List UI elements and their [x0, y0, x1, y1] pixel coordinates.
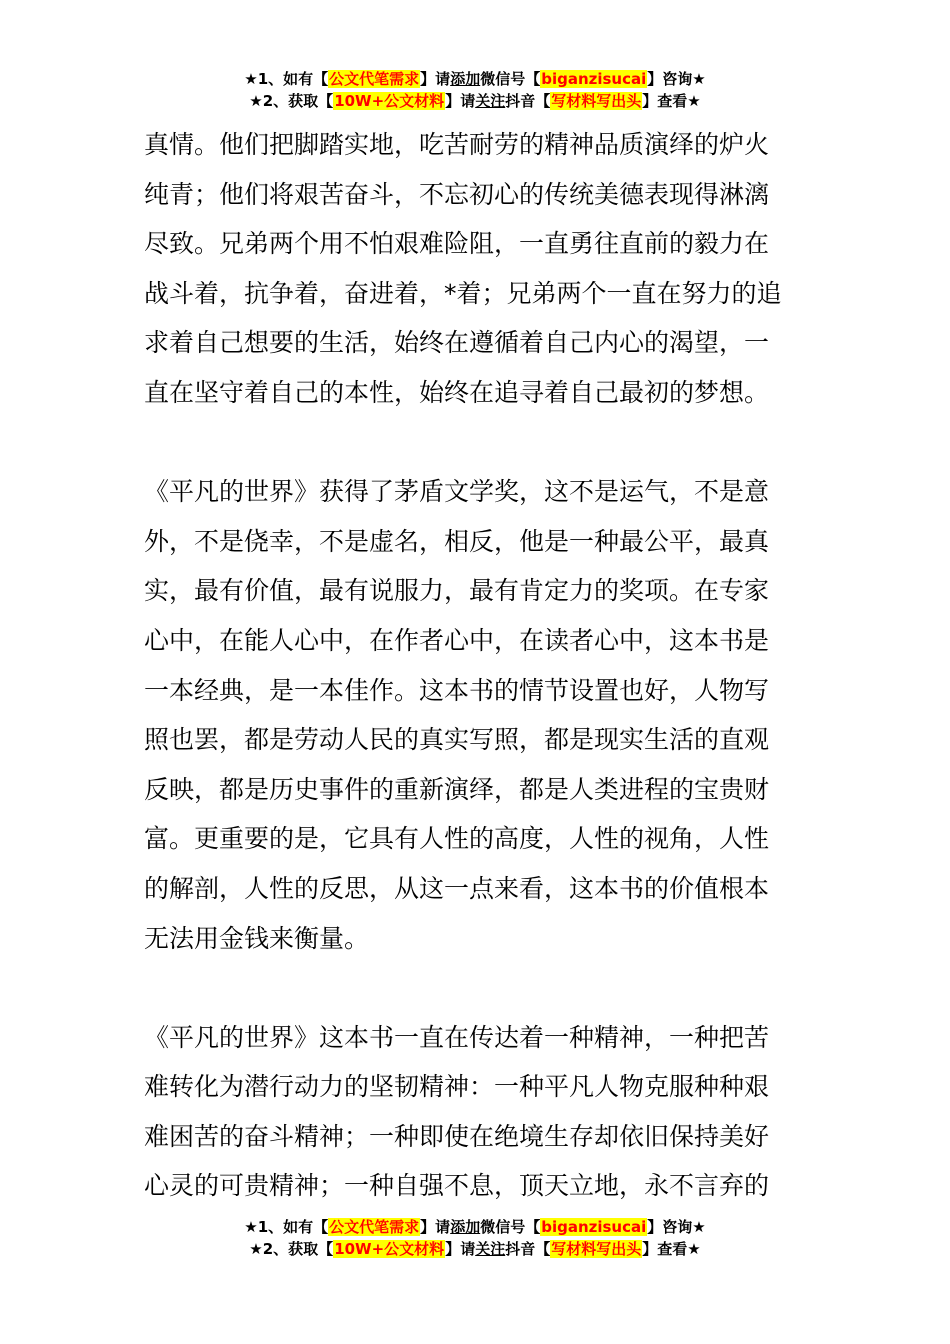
- highlight-materials: 10W+公文材料: [334, 1240, 445, 1258]
- paragraph-line: 《平凡的世界》这本书一直在传达着一种精神，一种把苦: [144, 1022, 770, 1052]
- banner-line-1: ★1、如有【公文代笔需求】请添加微信号【biganzisucai】咨询★: [244, 70, 706, 88]
- highlight-service: 公文代笔需求: [329, 1218, 420, 1236]
- highlight-materials: 10W+公文材料: [334, 92, 445, 110]
- paragraph-line: 富。更重要的是，它具有人性的高度，人性的视角，人性: [144, 824, 770, 854]
- paragraph-3: [144, 1013, 808, 1211]
- paragraph-spacer: [144, 963, 808, 1013]
- footer-banner: [0, 1216, 950, 1260]
- paragraph-line: 实，最有价值，最有说服力，最有肯定力的奖项。在专家: [144, 576, 770, 606]
- paragraph-2: [144, 467, 808, 963]
- banner-line-1: ★1、如有【公文代笔需求】请添加微信号【biganzisucai】咨询★: [244, 1218, 706, 1236]
- banner-line-2: ★2、获取【10W+公文材料】请关注抖音【写材料写出头】查看★: [249, 1240, 701, 1258]
- highlight-douyin-account: 写材料写出头: [551, 1240, 642, 1258]
- paragraph-line: 难转化为潜行动力的坚韧精神：一种平凡人物克服种种艰: [144, 1072, 770, 1102]
- paragraph-line: 难困苦的奋斗精神；一种即使在绝境生存却依旧保持美好: [144, 1121, 770, 1151]
- paragraph-line: 求着自己想要的生活，始终在遵循着自己内心的渴望，一: [144, 328, 770, 358]
- banner-line-2: ★2、获取【10W+公文材料】请关注抖音【写材料写出头】查看★: [249, 92, 701, 110]
- highlight-douyin-account: 写材料写出头: [551, 92, 642, 110]
- highlight-wechat-id: biganzisucai: [541, 1218, 647, 1236]
- paragraph-line: 直在坚守着自己的本性，始终在追寻着自己最初的梦想。: [144, 377, 770, 407]
- highlight-service: 公文代笔需求: [329, 70, 420, 88]
- paragraph-1: [144, 120, 808, 418]
- paragraph-line: 心中，在能人心中，在作者心中，在读者心中，这本书是: [144, 625, 770, 655]
- paragraph-line: 纯青；他们将艰苦奋斗，不忘初心的传统美德表现得淋漓: [144, 179, 770, 209]
- header-banner: [0, 68, 950, 112]
- paragraph-line: 心灵的可贵精神；一种自强不息，顶天立地，永不言弃的: [144, 1171, 770, 1201]
- paragraph-line: 尽致。兄弟两个用不怕艰难险阻，一直勇往直前的毅力在: [144, 229, 770, 259]
- paragraph-line: 真情。他们把脚踏实地，吃苦耐劳的精神品质演绎的炉火: [144, 130, 770, 159]
- document-body: [144, 120, 808, 1211]
- paragraph-line: 外，不是侥幸，不是虚名，相反，他是一种最公平，最真: [144, 526, 770, 556]
- highlight-wechat-id: biganzisucai: [541, 70, 647, 88]
- paragraph-line: 反映，都是历史事件的重新演绎，都是人类进程的宝贵财: [144, 774, 770, 804]
- paragraph-line: 一本经典，是一本佳作。这本书的情节设置也好，人物写: [144, 675, 770, 705]
- paragraph-line: 的解剖，人性的反思，从这一点来看，这本书的价值根本: [144, 873, 770, 903]
- paragraph-line: 战斗着，抗争着，奋进着，*着；兄弟两个一直在努力的追: [144, 278, 782, 308]
- paragraph-line: 照也罢，都是劳动人民的真实写照，都是现实生活的直观: [144, 725, 770, 755]
- paragraph-line: 《平凡的世界》获得了茅盾文学奖，这不是运气，不是意: [144, 477, 770, 507]
- paragraph-line: 无法用金钱来衡量。: [144, 923, 370, 953]
- paragraph-spacer: [144, 418, 808, 468]
